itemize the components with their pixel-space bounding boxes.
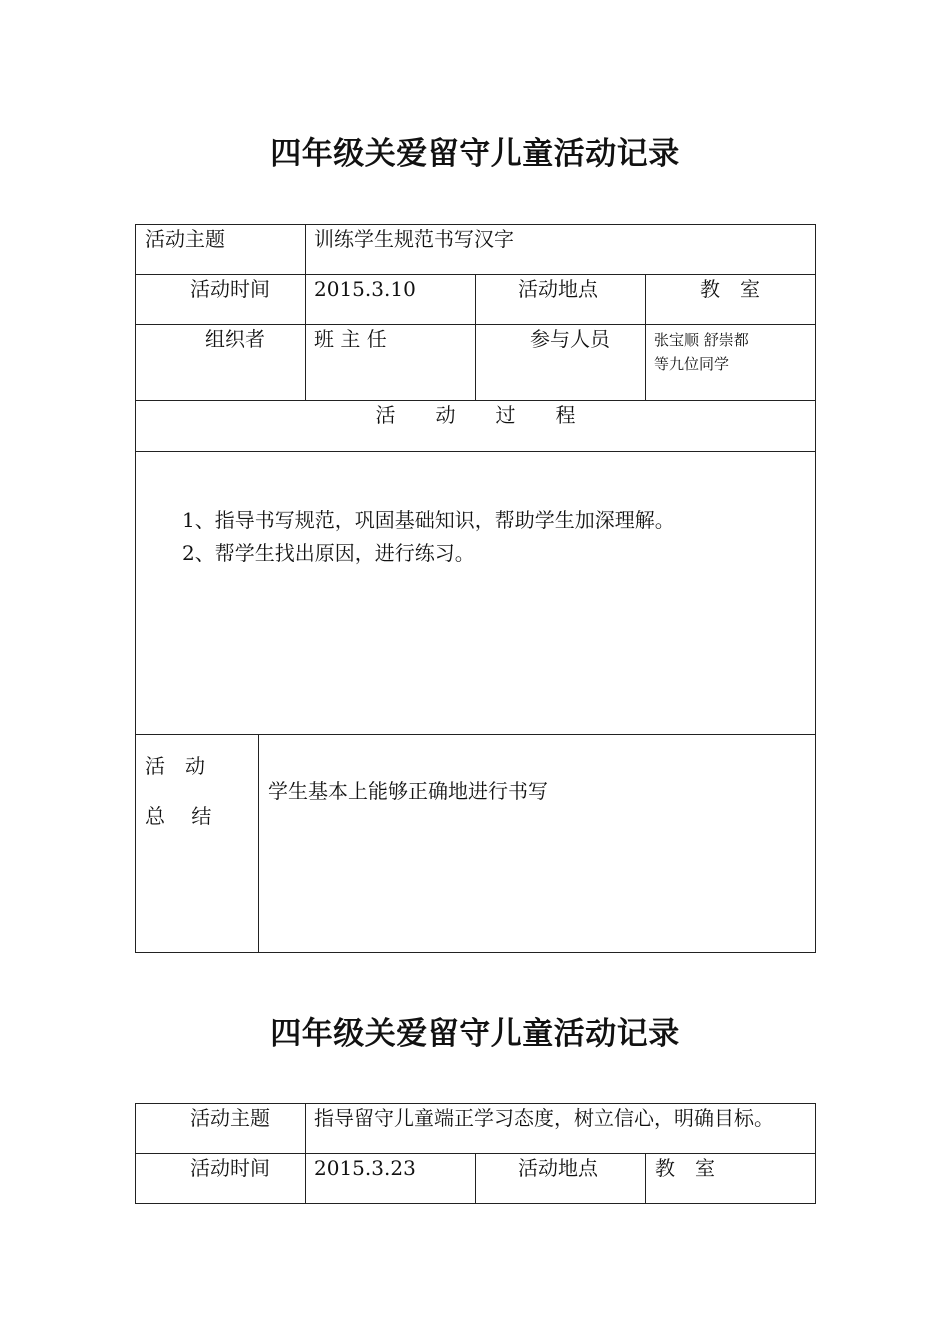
organizer-label: 组织者 bbox=[205, 327, 265, 351]
place-label: 活动地点 bbox=[518, 277, 598, 301]
time2-label: 活动时间 bbox=[190, 1156, 270, 1180]
process-item-2: 2、帮学生找出原因，进行练习。 bbox=[182, 541, 475, 565]
theme2-value: 指导留守儿童端正学习态度，树立信心，明确目标。 bbox=[314, 1106, 774, 1130]
place-value: 教 室 bbox=[700, 277, 760, 301]
theme2-label: 活动主题 bbox=[190, 1106, 270, 1130]
summary-label-line2: 总 结 bbox=[145, 804, 212, 828]
place2-label: 活动地点 bbox=[518, 1156, 598, 1180]
participants-label: 参与人员 bbox=[530, 327, 610, 351]
theme-value: 训练学生规范书写汉字 bbox=[314, 227, 514, 251]
time2-value: 2015.3.23 bbox=[314, 1156, 416, 1180]
theme-label: 活动主题 bbox=[145, 227, 225, 251]
record2-title: 四年级关爱留守儿童活动记录 bbox=[270, 1016, 680, 1052]
summary-label-line1: 活 动 bbox=[145, 754, 205, 778]
participants-value-line2: 等九位同学 bbox=[654, 355, 730, 373]
process-item-1: 1、指导书写规范，巩固基础知识，帮助学生加深理解。 bbox=[182, 508, 675, 532]
organizer-value: 班 主 任 bbox=[314, 327, 387, 351]
participants-value-line1: 张宝顺 舒崇都 bbox=[654, 331, 749, 349]
record1-title: 四年级关爱留守儿童活动记录 bbox=[270, 136, 680, 172]
time-value: 2015.3.10 bbox=[314, 277, 416, 301]
process-header: 活 动 过 程 bbox=[375, 403, 576, 427]
place2-value: 教 室 bbox=[655, 1156, 715, 1180]
time-label: 活动时间 bbox=[190, 277, 270, 301]
summary-value: 学生基本上能够正确地进行书写 bbox=[268, 779, 548, 803]
